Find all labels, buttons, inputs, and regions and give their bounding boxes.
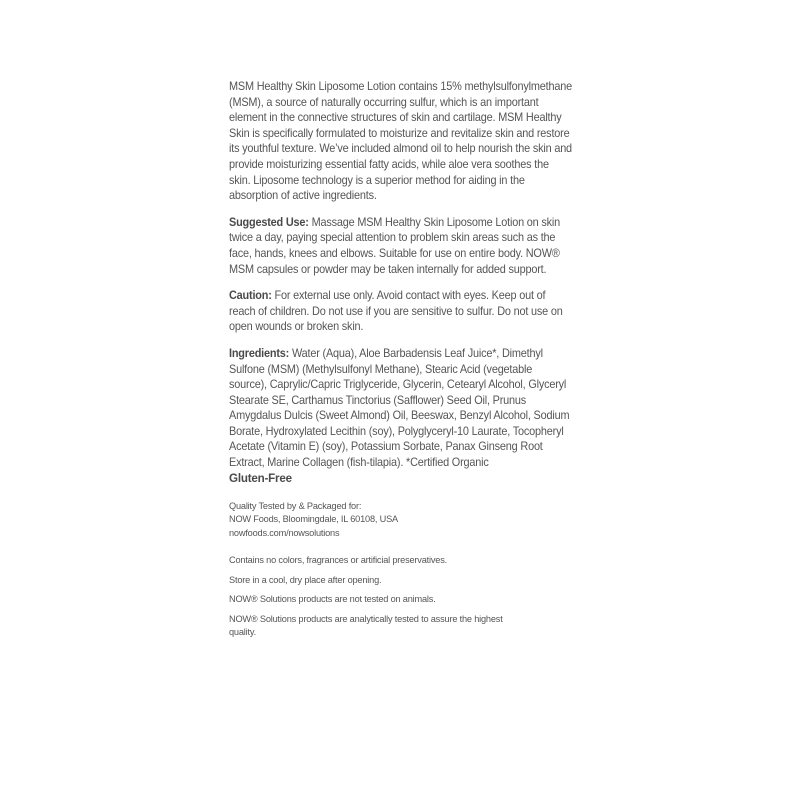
note-storage: Store in a cool, dry place after opening.: [229, 574, 382, 586]
suggested-use-text: Massage MSM Healthy Skin Liposome Lotion on skin twice a day, paying special attention to problem skin areas such as the face, hands, knees and elbows. Suitable for use on entire body. NOW® MSM capsules or powder may be taken internally for added support.: [229, 215, 560, 276]
caution-paragraph: [229, 288, 572, 335]
note-no-colors: Contains no colors, fragrances or artificial preservatives.: [229, 555, 448, 567]
ingredients-heading: Ingredients:: [229, 346, 290, 360]
ingredients-paragraph: [229, 346, 572, 471]
caution-heading: Caution:: [229, 289, 272, 303]
quality-tested-block: [229, 500, 536, 541]
caution-text: For external use only. Avoid contact with eyes. Keep out of reach of children. Do not use if you are sensitive to sulfur. Do not use on open wounds or broken skin.: [229, 289, 563, 334]
note-analytically-tested: NOW® Solutions products are analytically tested to assure the highest quality.: [229, 613, 503, 639]
gluten-free-label: Gluten-Free: [229, 471, 292, 485]
quality-line-2: NOW Foods, Bloomingdale, IL 60108, USA: [229, 514, 398, 526]
quality-line-3: nowfoods.com/nowsolutions: [229, 527, 340, 539]
ingredients-text: Water (Aqua), Aloe Barbadensis Leaf Juice*, Dimethyl Sulfone (MSM) (Methylsulfonyl Methane), Stearic Acid (vegetable source), Caprylic/Capric Triglyceride, Glycerin, Cetearyl Alcohol, Glyceryl Stearate SE, Carthamus Tinctorius (Safflower) Seed Oil, Prunus Amygdalus Dulcis (Sweet Almond) Oil, Beeswax, Benzyl Alcohol, Sodium Borate, Hydroxylated Lecithin (soy), Polyglyceryl-10 Laurate, Tocopheryl Acetate (Vitamin E) (soy), Potassium Sorbate, Panax Ginseng Root Extract, Marine Collagen (fish-tilapia). *Certified Organic: [229, 346, 570, 470]
intro-paragraph: MSM Healthy Skin Liposome Lotion contains 15% methylsulfonylmethane (MSM), a source of naturally occurring sulfur, which is an important element in the connective structures of skin and cartilage. MSM Healthy Skin is specifically formulated to moisturize and revitalize skin and restore its youthful texture. We’ve included almond oil to help nourish the skin and provide moisturizing essential fatty acids, while aloe vera soothes the skin. Liposome technology is a superior method for aiding in the absorption of active ingredients.: [229, 80, 572, 203]
suggested-use-heading: Suggested Use:: [229, 215, 309, 229]
quality-line-1: Quality Tested by & Packaged for:: [229, 500, 362, 512]
note-not-tested-on-animals: NOW® Solutions products are not tested on animals.: [229, 594, 436, 606]
suggested-use-paragraph: [229, 215, 572, 277]
product-label-text: [229, 79, 574, 640]
